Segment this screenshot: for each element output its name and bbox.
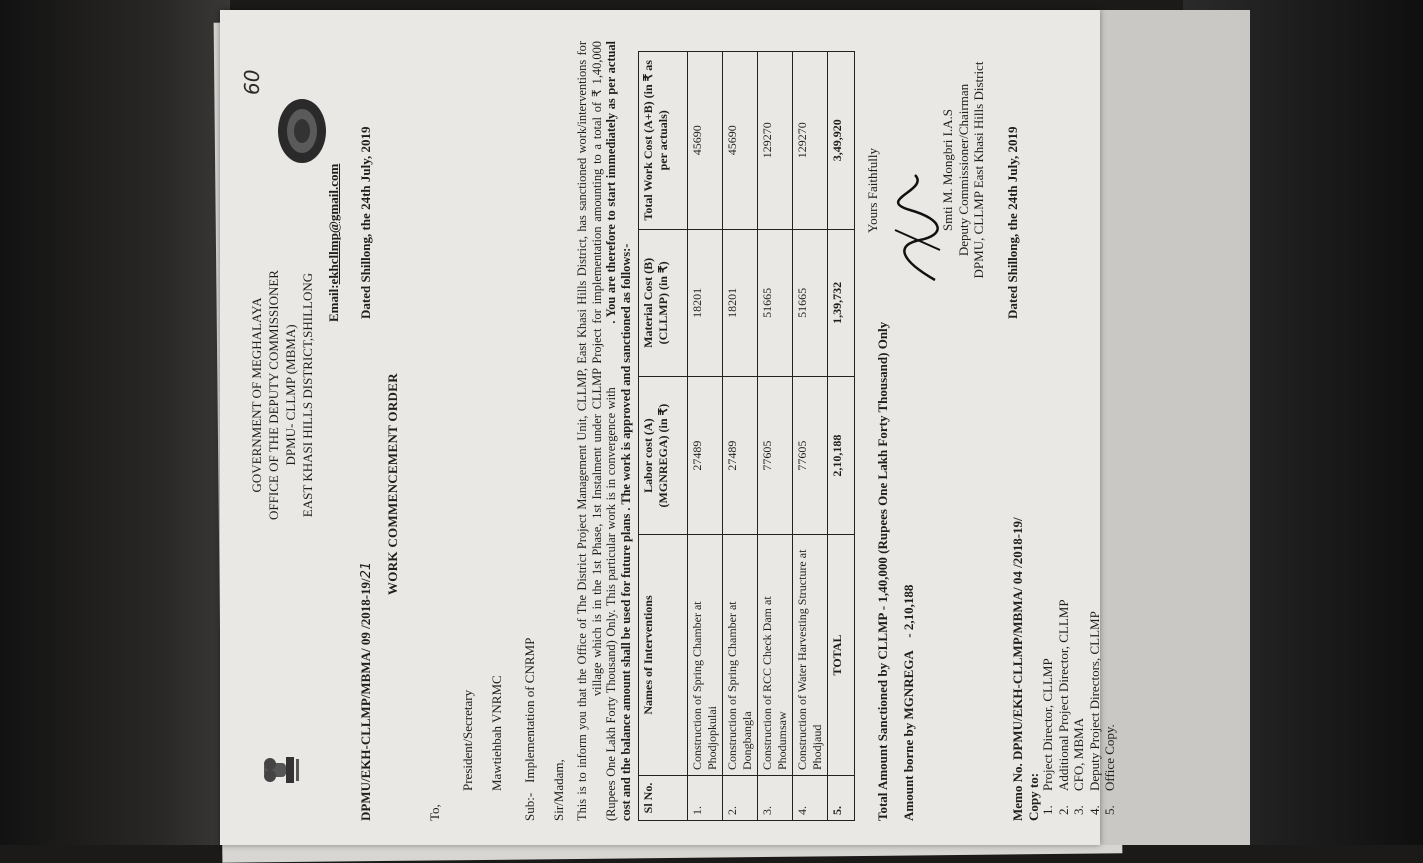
- cell-grand-total: 3,49,920: [828, 52, 855, 230]
- list-item: 5.Office Copy.: [1102, 724, 1118, 815]
- to-label: To,: [427, 804, 442, 821]
- cell-material: 51665: [793, 229, 828, 377]
- cell-name: Construction of Spring Chamber at Dongbangla: [723, 535, 758, 776]
- salutation: Sir/Madam,: [551, 759, 566, 821]
- letterhead-line-3: DPMU- CLLMP (MBMA): [283, 324, 299, 466]
- cell-labor: 77605: [793, 377, 828, 535]
- total-mgnrega-value: - 2,10,188: [901, 584, 916, 638]
- body-part-2: village which is in the 1st Phase, 1st Instalment under CLLMP Project for implementation amounting to a total of ₹ 1,40,000 (Rupees One Lakh Forty Thousand) Only. This particular work is in convergence with: [589, 41, 618, 821]
- date-line: Dated Shillong, the 24th July, 2019: [358, 126, 373, 319]
- total-cllmp-value: 1,40,000 (Rupees One Lakh Forty Thousand) Only: [875, 321, 890, 603]
- reference-number: [358, 562, 375, 821]
- reference-number-text: DPMU/EKH-CLLMP/MBMA/ 09 /2018-19/: [358, 578, 373, 821]
- background-left: [0, 0, 230, 845]
- cell-name: TOTAL: [828, 535, 855, 776]
- body-paragraph: [575, 41, 633, 821]
- emblem-icon: [260, 751, 306, 789]
- cell-name: Construction of RCC Check Dam at Phodumsaw: [758, 535, 793, 776]
- copy-to-label: Copy to:: [1026, 772, 1041, 821]
- table-row: [758, 52, 793, 821]
- memo-number: Memo No. DPMU/EKH-CLLMP/MBMA/ 04 /2018-19/: [1010, 517, 1025, 821]
- subject-text: Implementation of CNRMP: [522, 637, 537, 783]
- document-title: WORK COMMENCEMENT ORDER: [385, 373, 400, 595]
- memo-date: Dated Shillong, the 24th July, 2019: [1005, 126, 1020, 319]
- total-cllmp-line: [870, 322, 896, 821]
- list-item: 1.Project Director, CLLMP: [1040, 658, 1055, 815]
- letterhead-line-1: GOVERNMENT OF MEGHALAYA: [249, 297, 264, 493]
- reference-handwritten: 21: [359, 561, 374, 579]
- subject-line: [522, 638, 538, 821]
- table-header-row: [639, 52, 688, 821]
- cell-total: 45690: [688, 52, 723, 230]
- cell-material: 18201: [688, 229, 723, 377]
- interventions-table: [638, 51, 855, 821]
- header-total-cost: Total Work Cost (A+B) (in ₹ as per actuals): [639, 52, 688, 230]
- list-item: 4.Deputy Project Directors, CLLMP: [1086, 611, 1102, 815]
- header-material-cost: Material Cost (B) (CLLMP) (in ₹): [639, 229, 688, 377]
- signer-designation: Deputy Commissioner/Chairman: [955, 83, 971, 257]
- cell-sl: 2.: [723, 776, 758, 821]
- total-mgnrega-label: Amount borne by MGNREGA: [901, 650, 916, 821]
- header-labor-cost: Labor cost (A) (MGNREGA) (in ₹): [639, 377, 688, 535]
- cell-labor: 77605: [758, 377, 793, 535]
- table-row: [688, 52, 723, 821]
- letterhead-line-2: OFFICE OF THE DEPUTY COMMISSIONER: [266, 270, 282, 520]
- cell-name: Construction of Water Harvesting Structure at Phodjaud: [793, 535, 828, 776]
- letterhead: [248, 135, 317, 655]
- email-address: ekhcllmp@gmail.com: [326, 163, 341, 285]
- list-item: 2.Additional Project Director, CLLMP: [1055, 599, 1071, 815]
- signer-name: Smti M. Mongbri I.A.S: [940, 108, 955, 232]
- cell-name: Construction of Spring Chamber at Phodjopkulai: [688, 535, 723, 776]
- cell-total: 129270: [793, 52, 828, 230]
- cell-labor: 27489: [723, 377, 758, 535]
- cell-material-total: 1,39,732: [828, 229, 855, 377]
- cell-total: 129270: [758, 52, 793, 230]
- totals-block: [870, 322, 922, 821]
- table-row: [793, 52, 828, 821]
- cell-sl: 5.: [828, 776, 855, 821]
- letterhead-line-4: EAST KHASI HILLS DISTRICT,SHILLONG: [300, 272, 316, 518]
- cell-sl: 4.: [793, 776, 828, 821]
- table-row: [723, 52, 758, 821]
- subject-label: Sub:-: [522, 792, 537, 821]
- cell-total: 45690: [723, 52, 758, 230]
- signer-office: DPMU, CLLMP East Khasi Hills District: [971, 61, 987, 279]
- total-cllmp-label: Total Amount Sanctioned by CLLMP -: [875, 605, 890, 821]
- list-item: 3.CFO, MBMA: [1071, 718, 1087, 815]
- cell-labor-total: 2,10,188: [828, 377, 855, 535]
- email-line: [326, 164, 342, 322]
- header-sl-no: Sl No.: [639, 776, 688, 821]
- cell-material: 51665: [758, 229, 793, 377]
- email-label: Email:: [326, 284, 341, 322]
- body-part-1: This is to inform you that the Office of The District Project Management Unit, CLLMP, East Khasi Hills District, has sanctioned work/interventions for: [575, 41, 589, 821]
- signer-block: [940, 20, 987, 320]
- header-interventions: Names of Interventions: [639, 535, 688, 776]
- body-part-3: . You are therefore to start immediately as per actual cost and the balance amount shall be used for future plans . The work is approved and sanctioned as follows:-: [604, 41, 633, 821]
- handwritten-page-number: 60: [240, 69, 264, 95]
- cell-labor: 27489: [688, 377, 723, 535]
- total-mgnrega-line: [896, 322, 922, 821]
- cell-material: 18201: [723, 229, 758, 377]
- document-page: [220, 10, 1118, 845]
- cell-sl: 3.: [758, 776, 793, 821]
- cell-sl: 1.: [688, 776, 723, 821]
- copy-to-list: [1040, 599, 1118, 821]
- closing-text: Yours Faithfully: [865, 147, 880, 233]
- addressee-line-1: President/Secretary: [460, 689, 475, 791]
- table-total-row: [828, 52, 855, 821]
- addressee-line-2: Mawtiehbah VNRMC: [489, 675, 504, 791]
